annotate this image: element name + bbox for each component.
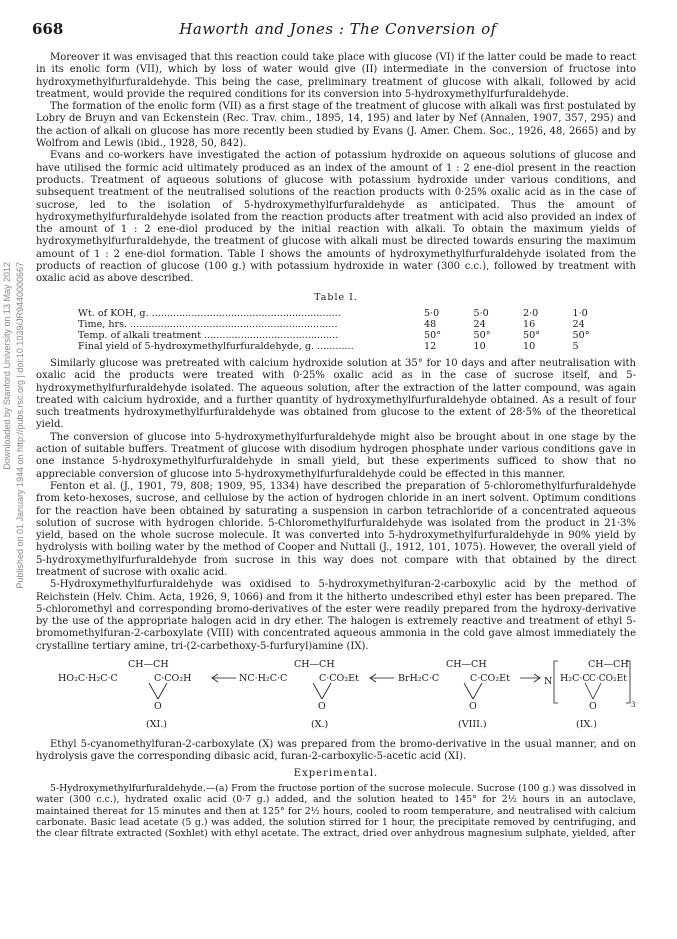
row-label: Temp. of alkali treatment ............................................: [78, 329, 339, 341]
paragraph: The conversion of glucose into 5-hydroxymethylfurfuraldehyde might also be brought about in one stage by the action of suitable buffers. Treatment of glucose with disodium hydrogen phosphate under various conditions gave in one instance 5-hydroxymethylfurfuraldehyde in small yield, but these experiments sufficed to show that no appreciable conversion of glucose into 5-hydroxymethylfurfuraldehyde could be effected in this manner.: [36, 431, 636, 480]
x-right-group: C·CO₂Et: [319, 673, 359, 685]
table-cell: 50°: [424, 329, 442, 341]
paragraph: 5-Hydroxymethylfurfuraldehyde was oxidised to 5-hydroxymethylfuran-2-carboxylic acid by the method of Reichstein (Helv. Chim. Acta, 1926, 9, 1066) and from it the hitherto undescribed ethyl ester has been prepared. The 5-chloromethyl and corresponding bromo-derivatives of the ester were readily prepared from the hydroxy-derivative by the use of the appropriate halogen acid in dry ether. The halogen is extremely reactive and treatment of ethyl 5-bromomethylfuran-2-carboxylate (VIII) with concentrated aqueous ammonia in the cold gave almost immediately the crystalline tertiary amine, tri-(2-carbethoxy-5-furfuryl)amine (IX).: [36, 579, 636, 652]
ring-oxygen: O: [589, 701, 597, 713]
ix-right-group: C·CO₂Et: [589, 674, 627, 685]
table-cell: 10: [473, 340, 486, 352]
table-row: [78, 341, 618, 352]
viii-left-group: BrH₂C·C: [398, 673, 440, 685]
table-row: [78, 330, 618, 341]
compound-x: [239, 659, 359, 730]
compound-xi: [58, 659, 191, 730]
table-cell: 50°: [572, 329, 590, 341]
label-x: (X.): [311, 719, 329, 731]
row-label: Wt. of KOH, g. ..............................................................: [78, 307, 341, 319]
table-cell: 5·0: [424, 307, 440, 319]
table-cell: 1·0: [572, 307, 588, 319]
ix-nitrogen: N: [544, 676, 553, 688]
downloaded-notice: Downloaded by Stanford University on 13 May 2012: [2, 262, 12, 470]
x-left-group: NC·H₂C·C: [239, 673, 288, 685]
page-number: 668: [32, 20, 64, 38]
table-caption: Table I.: [314, 291, 358, 303]
running-title: Haworth and Jones : The Conversion of: [179, 20, 497, 38]
table-cell: 5·0: [473, 307, 489, 319]
table-cell: 12: [424, 340, 437, 352]
ring-top-label: CH—CH: [128, 659, 169, 671]
paragraph: Moreover it was envisaged that this reaction could take place with glucose (VI) if the latter could be made to react in its enolic form (VII), which by loss of water would give (II) intermediate in the conversion of fructose into hydroxymethylfurfuraldehyde. This being the case, preliminary treatment of glucose with alkali, followed by acid treatment, would provide the required conditions for its conversion into 5-hydroxymethylfurfuraldehyde.: [36, 52, 636, 100]
table-cell: 5: [572, 340, 579, 352]
paragraph: 5-Hydroxymethylfurfuraldehyde.—(a) From the fructose portion of the sucrose molecule. Sucrose (100 g.) was dissolved in water (300 c.c.), hydrated oxalic acid (0·7 g.) added, and the solution heated to 145° for 2½ hours in an autoclave, maintained thereat for 15 minutes and then at 125° for 2½ hours, cooled to room temperature, and neutralised with calcium carbonate. Basic lead acetate (5 g.) was added, the solution stirred for 1 hour, the precipitate removed by centrifuging, and the clear filtrate extracted (Soxhlet) with ethyl acetate. The extract, dried over anhydrous magnesium sulphate, yielded, after: [36, 782, 636, 840]
row-label: Final yield of 5-hydroxymethylfurfuraldehyde, g. ............: [78, 340, 354, 352]
table-cell: 24: [572, 318, 585, 330]
table-row: [78, 308, 618, 319]
reaction-scheme: [36, 655, 636, 737]
arrow-left-icon: [212, 674, 236, 682]
paragraph: Fenton et al. (J., 1901, 79, 808; 1909, 95, 1334) have described the preparation of 5-chloromethylfurfuraldehyde from keto-hexoses, sucrose, and cellulose by the action of hydrogen chloride in an inert solvent. Optimum conditions for the reaction have been obtained by saturating a suspension in carbon tetrachloride of a concentrated aqueous solution of sucrose with hydrogen chloride. 5-Chloromethylfurfuraldehyde was isolated from the product in 21·3% yield, based on the whole sucrose molecule. It was converted into 5-hydroxymethylfurfuraldehyde in 90% yield by hydrolysis with boiling water by the method of Cooper and Nuttall (J., 1912, 101, 1075). However, the overall yield of 5-hydroxymethylfurfuraldehyde from sucrose in this way does not compare with that obtained by the direct treatment of sucrose with oxalic acid.: [36, 480, 636, 578]
data-table: [78, 308, 618, 352]
row-label: Time, hrs. ....................................................................: [78, 318, 338, 330]
body-text: [36, 52, 636, 839]
table-cell: 24: [473, 318, 486, 330]
label-viii: (VIII.): [458, 719, 487, 731]
label-ix: (IX.): [576, 719, 597, 731]
ix-left-group: H₂C·C: [560, 673, 590, 685]
compound-ix: [544, 659, 635, 730]
xi-left-group: HO₂C·H₂C·C: [58, 673, 118, 685]
viii-right-group: C·CO₂Et: [470, 673, 510, 685]
published-notice: Published on 01 January 1944 on http://pubs.rsc.org | doi:10.1039/JR9440000667: [15, 262, 25, 589]
table-cell: 16: [523, 318, 536, 330]
arrow-left-icon: [370, 674, 394, 682]
xi-right-group: C·CO₂H: [154, 673, 192, 685]
label-xi: (XI.): [146, 719, 167, 731]
section-heading: Experimental.: [293, 767, 379, 779]
ring-top-label: CH—CH: [588, 659, 629, 671]
table-cell: 48: [424, 318, 437, 330]
page-header: [32, 20, 644, 44]
ring-top-label: CH—CH: [294, 659, 335, 671]
table-cell: 50°: [473, 329, 491, 341]
paragraph: Similarly glucose was pretreated with calcium hydroxide solution at 35° for 10 days and after neutralisation with oxalic acid the products were treated with 0·25% oxalic acid as in the case of sucrose itself, and 5-hydroxymethylfurfuraldehyde isolated. The aqueous solution, after the extraction of the latter compound, was again treated with calcium hydroxide, and a further quantity of hydroxymethylfurfuraldehyde obtained. As a result of four such treatments hydroxymethylfurfuraldehyde was obtained from glucose to the extent of 28·5% of the theoretical yield.: [36, 357, 636, 431]
table-cell: 50°: [523, 329, 541, 341]
ring-oxygen: O: [469, 701, 477, 713]
table-row: [78, 319, 618, 330]
ring-oxygen: O: [154, 701, 162, 713]
paragraph: The formation of the enolic form (VII) as a first stage of the treatment of glucose with alkali was first postulated by Lobry de Bruyn and van Eckenstein (Rec. Trav. chim., 1895, 14, 195) and later by Nef (Annalen, 1907, 357, 295) and the action of alkali on glucose has more recently been studied by Evans (J. Amer. Chem. Soc., 1926, 48, 2665) and by Wolfrom and Lewis (ibid., 1928, 50, 842).: [36, 101, 636, 150]
ix-subscript: 3: [631, 701, 636, 710]
table-cell: 2·0: [523, 307, 539, 319]
table-cell: 10: [523, 340, 536, 352]
paragraph: Ethyl 5-cyanomethylfuran-2-carboxylate (X) was prepared from the bromo-derivative in the usual manner, and on hydrolysis gave the corresponding dibasic acid, furan-2-carboxylic-5-acetic acid (XI).: [36, 739, 636, 763]
compound-viii: [398, 659, 510, 730]
paragraph: Evans and co-workers have investigated the action of potassium hydroxide on aqueous solutions of glucose and have utilised the formic acid ultimately produced as an index of the amount of 1 : 2 ene-diol present in the reaction products. Treatment of aqueous solutions of glucose with potassium hydroxide under various conditions, and subsequent treatment of the neutralised solutions of the reaction products with 0·25% oxalic acid as in the case of sucrose, led to the isolation of 5-hydroxymethylfurfuraldehyde as anticipated. Thus the amount of hydroxymethylfurfuraldehyde isolated from the reaction products after treatment with acid also provided an index of the amount of 1 : 2 ene-diol produced by the initial reaction with alkali. To obtain the maximum yields of hydroxymethylfurfuraldehyde, the treatment of glucose with alkali must be directed towards ensuring the maximum amount of 1 : 2 ene-diol formation. Table I shows the amounts of hydroxymethylfurfuraldehyde isolated from the products of reaction of glucose (100 g.) with potassium hydroxide in water (300 c.c.), followed by treatment with oxalic acid as above described.: [36, 150, 636, 285]
ring-oxygen: O: [318, 701, 326, 713]
ring-top-label: CH—CH: [446, 659, 487, 671]
sidebar-watermark: [2, 262, 26, 589]
arrow-right-icon: [520, 674, 540, 682]
